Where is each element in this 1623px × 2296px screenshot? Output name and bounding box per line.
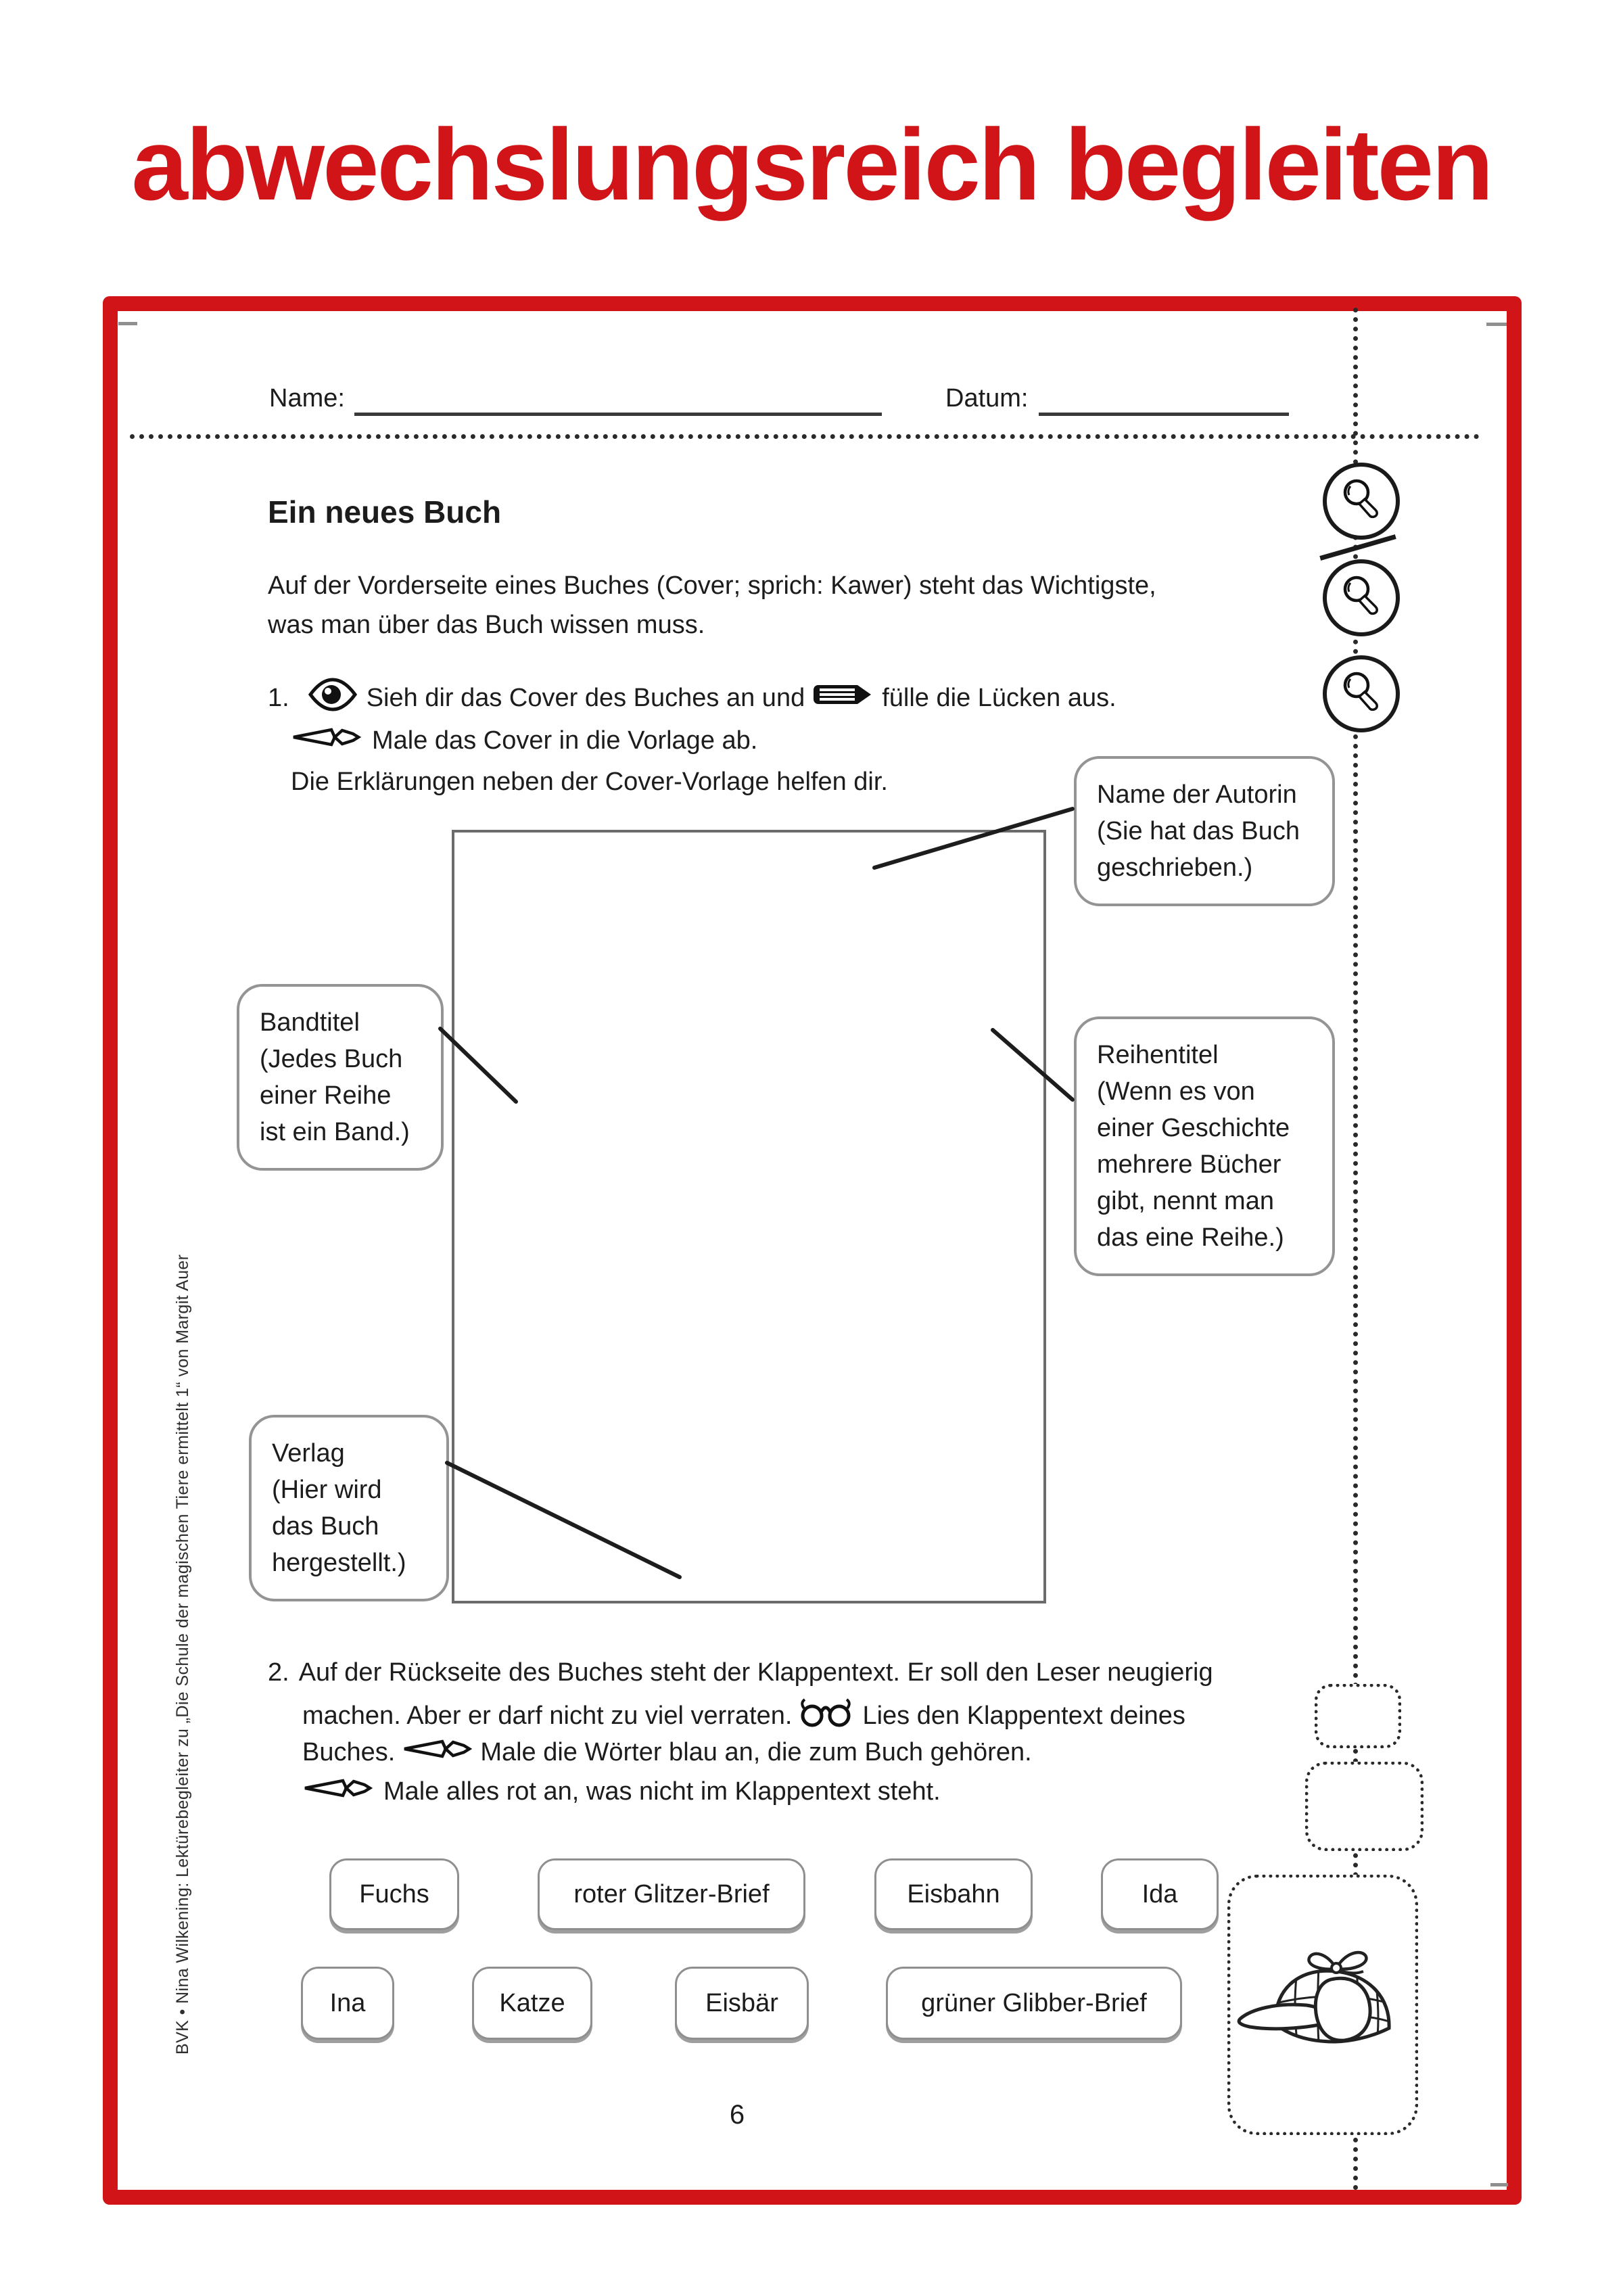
magnifier-icon (1336, 667, 1387, 722)
callout-author (1074, 756, 1335, 906)
word-chip: Ida (1101, 1858, 1219, 1930)
task1-line2 (291, 722, 757, 759)
tick-mark (118, 322, 137, 325)
task1-text: fülle die Lücken aus. (882, 683, 1116, 712)
callout-line: einer Reihe (260, 1081, 392, 1110)
task2-number: 2. (268, 1658, 289, 1687)
dotted-box-medium (1305, 1762, 1424, 1851)
task2-text: Lies den Klappentext deines (862, 1701, 1185, 1730)
callout-line: ist ein Band.) (260, 1118, 410, 1146)
callout-line: (Sie hat das Buch (1097, 817, 1300, 845)
task2-text: Buches. (302, 1737, 396, 1766)
brush-icon (302, 1773, 374, 1810)
task2-line1 (268, 1658, 1213, 1687)
credit-text: BVK • Nina Wilkening: Lektürebegleiter zu „Die Schule der magischen Tiere ermittelt 1“ von Margit Auer (173, 1254, 192, 2055)
brush-icon (402, 1734, 473, 1771)
task2-line4 (302, 1773, 941, 1810)
date-label: Datum: (945, 384, 1029, 413)
callout-line: Reihentitel (1097, 1041, 1219, 1069)
callout-publisher (249, 1415, 449, 1601)
task2-text: Auf der Rückseite des Buches steht der Klappentext. Er soll den Leser neugierig (298, 1658, 1213, 1687)
callout-line: Name der Autorin (1097, 780, 1297, 809)
callout-line: einer Geschichte (1097, 1114, 1290, 1142)
magnifier-badge (1323, 559, 1400, 636)
callout-line: gibt, nennt man (1097, 1187, 1274, 1215)
word-chip: Eisbahn (874, 1858, 1033, 1930)
task2-text: Male alles rot an, was nicht im Klappentext steht. (383, 1777, 941, 1806)
detective-hat-box (1227, 1875, 1418, 2135)
intro-line: was man über das Buch wissen muss. (268, 611, 705, 639)
word-chip: Ina (301, 1967, 394, 2040)
magnifier-badge (1323, 655, 1400, 732)
dotted-box-small (1315, 1684, 1401, 1748)
magnifier-icon (1336, 571, 1387, 626)
callout-line: hergestellt.) (272, 1549, 406, 1577)
task2-line3 (302, 1734, 1032, 1771)
cover-template-box (452, 830, 1046, 1603)
word-chip: grüner Glibber-Brief (886, 1967, 1182, 2040)
intro-line: Auf der Vorderseite eines Buches (Cover; sprich: Kawer) steht das Wichtigste, (268, 571, 1156, 600)
tick-mark (1486, 323, 1507, 326)
task1-line1 (268, 676, 1116, 720)
callout-line: geschrieben.) (1097, 853, 1253, 882)
worksheet-heading: Ein neues Buch (268, 494, 502, 530)
callout-line: Bandtitel (260, 1008, 360, 1037)
task2-text: machen. Aber er darf nicht zu viel verraten. (302, 1701, 793, 1730)
pencil-icon (813, 680, 874, 716)
callout-line: mehrere Bücher (1097, 1150, 1281, 1179)
horizontal-dotted-divider (130, 434, 1480, 439)
callout-line: (Jedes Buch (260, 1045, 403, 1073)
brush-icon (291, 722, 362, 759)
glasses-icon (797, 1696, 857, 1735)
callout-line: das eine Reihe.) (1097, 1223, 1284, 1252)
word-chip: Katze (472, 1967, 592, 2040)
callout-line: (Hier wird (272, 1476, 382, 1504)
word-chip: Eisbär (675, 1967, 809, 2040)
eye-icon (307, 676, 358, 720)
task1-text: Sieh dir das Cover des Buches an und (366, 683, 805, 712)
magnifier-icon (1336, 474, 1387, 529)
task2-line2 (302, 1696, 1185, 1735)
detective-hat (1235, 1938, 1405, 2083)
callout-line: (Wenn es von (1097, 1077, 1255, 1106)
task1-text: Male das Cover in die Vorlage ab. (372, 726, 758, 755)
name-input-line[interactable] (354, 413, 882, 416)
callout-series-title (1074, 1016, 1335, 1276)
callout-band-title (237, 984, 444, 1171)
tick-mark (1490, 2183, 1508, 2186)
callout-line: Verlag (272, 1439, 345, 1468)
callout-line: das Buch (272, 1512, 379, 1541)
task1-line3: Die Erklärungen neben der Cover-Vorlage helfen dir. (291, 768, 888, 796)
task1-number: 1. (268, 683, 289, 712)
name-label: Name: (269, 384, 345, 413)
magnifier-badge (1323, 463, 1400, 540)
word-chip: Fuchs (329, 1858, 459, 1930)
task2-text: Male die Wörter blau an, die zum Buch gehören. (480, 1737, 1032, 1766)
date-input-line[interactable] (1039, 413, 1289, 416)
page-title: abwechslungsreich begleiten (131, 108, 1492, 221)
page-number: 6 (729, 2100, 745, 2130)
word-chip: roter Glitzer-Brief (538, 1858, 805, 1930)
